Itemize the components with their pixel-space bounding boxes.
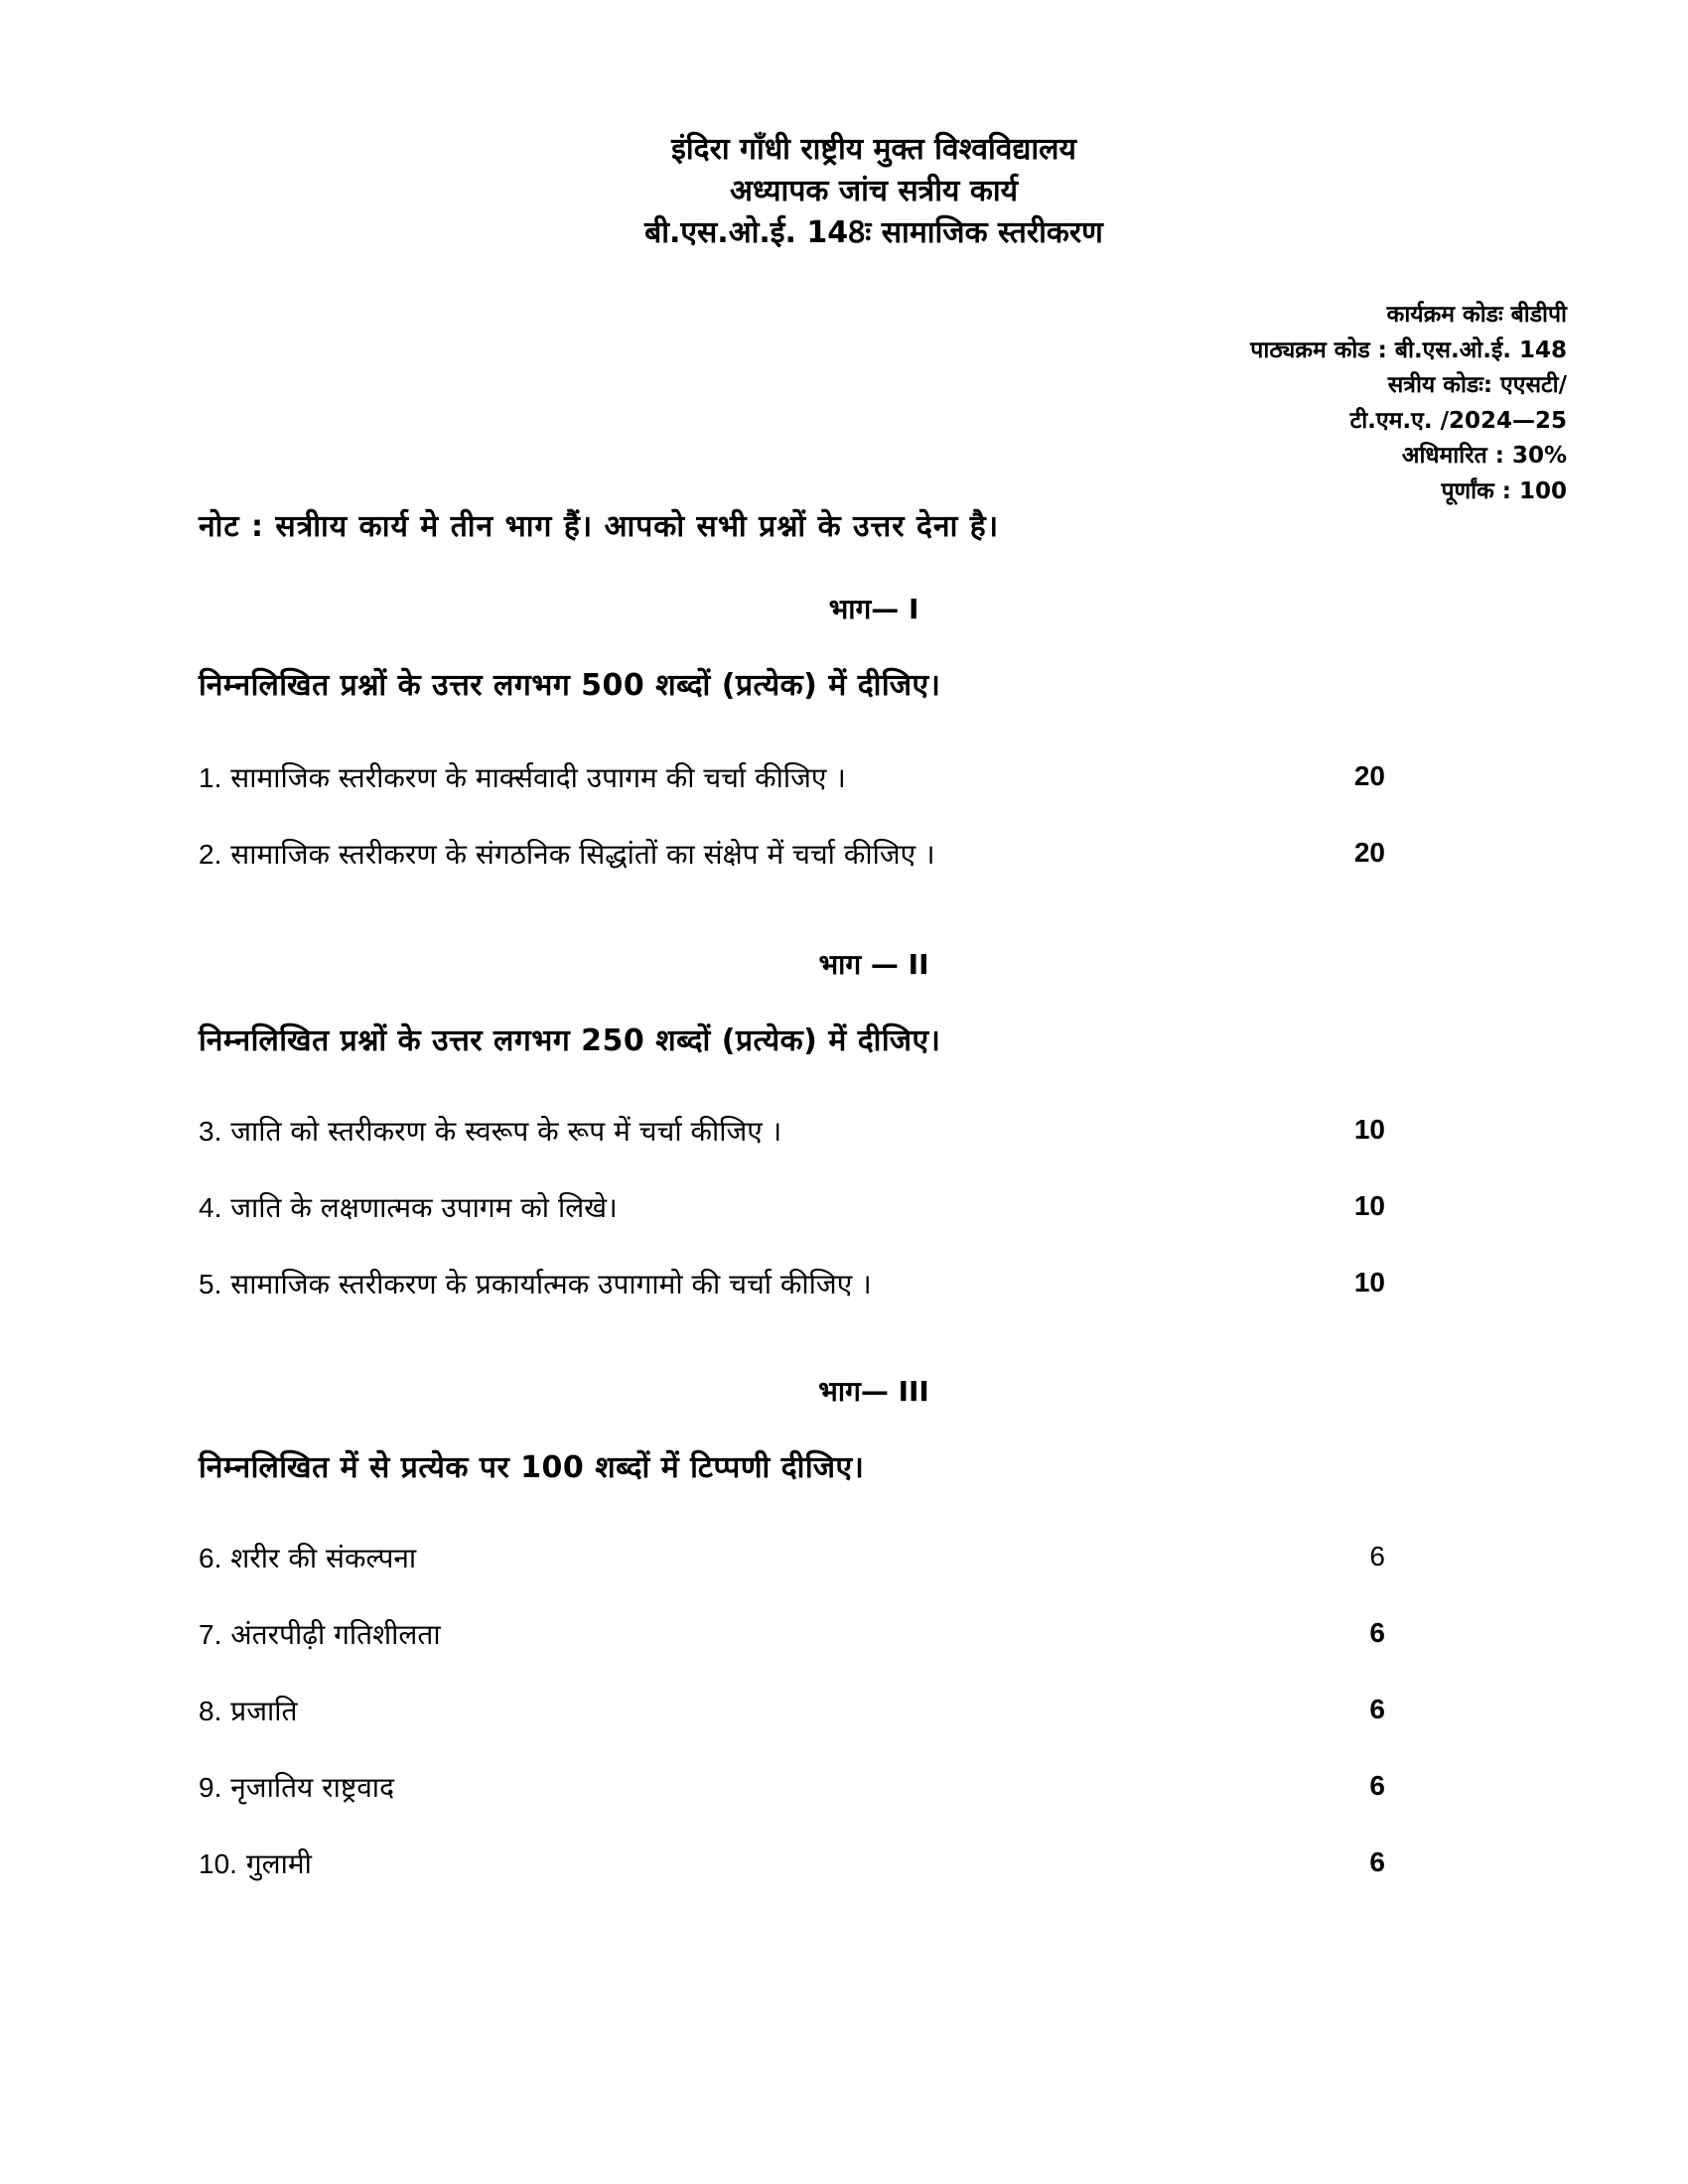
- weightage: अधिमारित : 30%: [1401, 443, 1567, 469]
- question: [199, 1615, 441, 1653]
- question-marks: 20: [1353, 837, 1385, 868]
- question-number: 1.: [199, 762, 222, 793]
- section-heading: भाग— I: [828, 593, 919, 625]
- question-text: सामाजिक स्तरीकरण के प्रकार्यात्मक उपागामो की चर्चा कीजिए ।: [230, 1268, 872, 1300]
- question-marks: 6: [1369, 1617, 1385, 1648]
- question-number: 2.: [199, 839, 222, 870]
- question-text: गुलामी: [245, 1847, 312, 1880]
- question-marks: 20: [1353, 760, 1385, 791]
- question-marks: 10: [1353, 1190, 1385, 1221]
- question-number: 3.: [199, 1116, 222, 1147]
- question: [199, 1768, 394, 1806]
- question-number: 10.: [199, 1848, 237, 1879]
- question-text: जाति को स्तरीकरण के स्वरूप के रूप में चर्चा कीजिए ।: [230, 1115, 782, 1148]
- question-marks: 10: [1353, 1267, 1385, 1297]
- question-marks: 6: [1369, 1694, 1385, 1724]
- question-number: 4.: [199, 1192, 222, 1223]
- question-text: सामाजिक स्तरीकरण के मार्क्सवादी उपागम की चर्चा कीजिए ।: [230, 761, 846, 794]
- section-heading: भाग— III: [818, 1375, 929, 1408]
- question: [199, 1844, 312, 1882]
- question-text: जाति के लक्षणात्मक उपागम को लिखे।: [230, 1191, 618, 1224]
- question-marks: 6: [1369, 1846, 1385, 1877]
- question: [199, 758, 846, 796]
- course-meta: [1250, 298, 1567, 509]
- university-name: इंदिरा गाँधी राष्ट्रीय मुक्त विश्वविद्यालय: [671, 132, 1076, 167]
- question-text: प्रजाति: [230, 1695, 298, 1727]
- question-number: 7.: [199, 1619, 222, 1650]
- question-text: अंतरपीढ़ी गतिशीलता: [230, 1618, 441, 1651]
- question: [199, 1539, 416, 1576]
- section-instruction: निम्नलिखित में से प्रत्येक पर 100 शब्दों में टिप्पणी दीजिए।: [199, 1450, 865, 1485]
- question-number: 5.: [199, 1269, 222, 1299]
- question-marks: 10: [1353, 1114, 1385, 1145]
- question-number: 6.: [199, 1543, 222, 1573]
- section-heading: भाग — II: [818, 948, 929, 981]
- note: नोट : सत्रीाय कार्य मे तीन भाग हैं। आपको सभी प्रश्नों के उत्तर देना है।: [199, 509, 1000, 544]
- program-code: कार्यक्रम कोडः बीडीपी: [1386, 302, 1567, 328]
- question-text: शरीर की संकल्पना: [230, 1542, 417, 1574]
- question-marks: 6: [1369, 1541, 1385, 1571]
- question: [199, 1692, 297, 1729]
- question-text: नृजातिय राष्ट्रवाद: [230, 1771, 394, 1804]
- question-number: 9.: [199, 1772, 222, 1803]
- assignment-code-cont: टी.एम.ए. /2024—25: [1349, 407, 1567, 434]
- question: [199, 1265, 872, 1302]
- question: [199, 1188, 618, 1226]
- question: [199, 835, 935, 873]
- assignment-code: सत्रीय कोडः: एएसटी/: [1387, 372, 1567, 398]
- question-text: सामाजिक स्तरीकरण के संगठनिक सिद्धांतों का संक्षेप में चर्चा कीजिए ।: [230, 838, 935, 871]
- section-instruction: निम्नलिखित प्रश्नों के उत्तर लगभग 500 शब्दों (प्रत्येक) में दीजिए।: [199, 668, 941, 703]
- question-number: 8.: [199, 1696, 222, 1726]
- max-marks: पूर्णांक : 100: [1441, 478, 1567, 504]
- question: [199, 1112, 781, 1150]
- course-title: बी.एस.ओ.ई. 148ः सामाजिक स्तरीकरण: [644, 215, 1103, 250]
- assignment-type: अध्यापक जांच सत्रीय कार्य: [729, 174, 1019, 208]
- question-marks: 6: [1369, 1770, 1385, 1801]
- document-title: [0, 129, 1688, 254]
- section-instruction: निम्नलिखित प्रश्नों के उत्तर लगभग 250 शब्दों (प्रत्येक) में दीजिए।: [199, 1024, 941, 1058]
- course-code: पाठ्यक्रम कोड : बी.एस.ओ.ई. 148: [1250, 337, 1567, 363]
